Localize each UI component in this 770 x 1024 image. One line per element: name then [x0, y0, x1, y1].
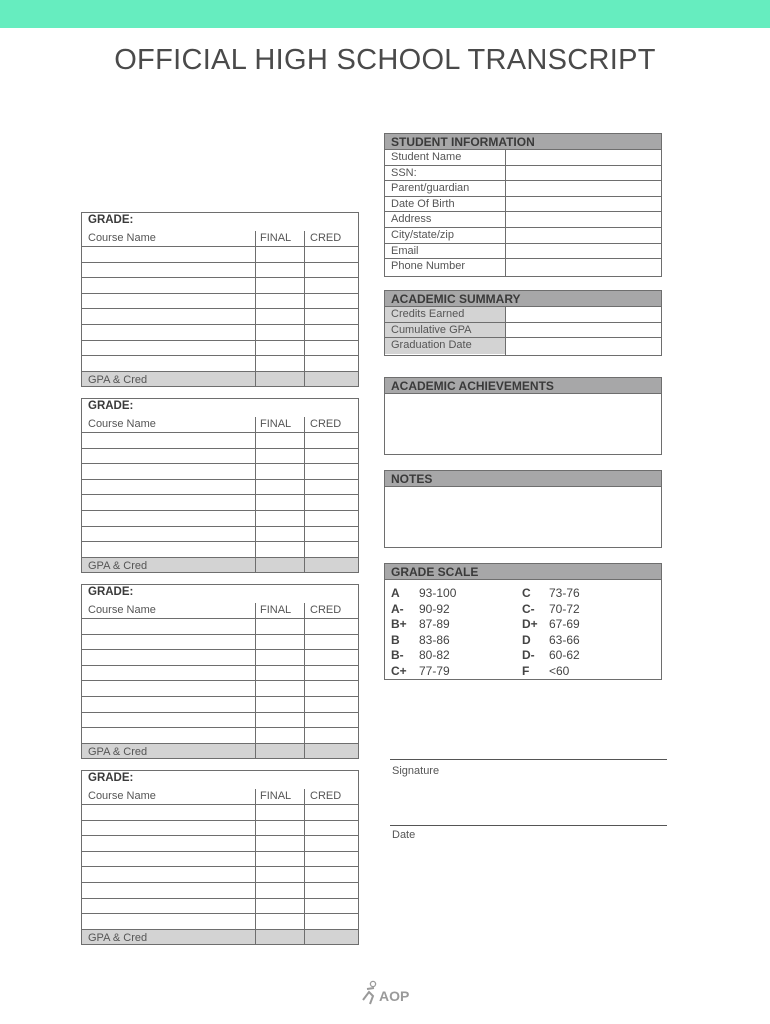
course-row[interactable]	[82, 309, 358, 325]
course-name-header: Course Name	[88, 790, 156, 802]
gpa-cred-label: GPA & Cred	[88, 373, 148, 386]
student-info-row	[385, 150, 661, 166]
final-header: FINAL	[260, 232, 292, 244]
student-info-field[interactable]	[506, 228, 661, 243]
notes-box	[384, 470, 662, 548]
academic-summary-label: Graduation Date	[391, 339, 472, 352]
grade-letter: A-	[391, 601, 404, 616]
grade-range: 70-72	[549, 601, 580, 616]
grade-range: 77-79	[419, 664, 450, 678]
course-row[interactable]	[82, 495, 358, 511]
course-row[interactable]	[82, 821, 358, 837]
cred-header: CRED	[310, 418, 342, 430]
grade-letter: D+	[522, 617, 538, 632]
student-info-label: Address	[391, 213, 432, 226]
course-row[interactable]	[82, 449, 358, 465]
student-info-field[interactable]	[506, 197, 661, 212]
course-row[interactable]	[82, 681, 358, 697]
grade-letter: B-	[391, 648, 404, 663]
notes-header: NOTES	[385, 471, 661, 487]
student-info-field[interactable]	[506, 181, 661, 196]
academic-summary-header: ACADEMIC SUMMARY	[385, 291, 661, 307]
course-row[interactable]	[82, 542, 358, 558]
course-row[interactable]	[82, 527, 358, 543]
grade-block	[81, 212, 359, 387]
course-row[interactable]	[82, 666, 358, 682]
academic-summary-row	[385, 307, 661, 323]
grade-range: 73-76	[549, 586, 580, 600]
student-info-row	[385, 212, 661, 228]
final-header: FINAL	[260, 604, 292, 616]
svg-text:AOP: AOP	[379, 988, 410, 1004]
grade-block	[81, 770, 359, 945]
academic-achievements-box	[384, 377, 662, 455]
student-info-row	[385, 259, 661, 275]
course-row[interactable]	[82, 883, 358, 899]
aop-logo-mark	[358, 978, 418, 1008]
student-information-box	[384, 133, 662, 277]
course-row[interactable]	[82, 263, 358, 279]
course-row[interactable]	[82, 511, 358, 527]
academic-summary-label: Credits Earned	[391, 308, 465, 320]
notes-field[interactable]	[385, 488, 661, 547]
academic-summary-field[interactable]	[506, 307, 661, 322]
course-row[interactable]	[82, 805, 358, 821]
course-row[interactable]	[82, 278, 358, 294]
cred-header: CRED	[310, 790, 342, 802]
grade-range: 60-62	[549, 648, 580, 663]
student-info-label: Email	[391, 244, 419, 257]
grade-range: 90-92	[419, 601, 450, 616]
grade-scale-header: GRADE SCALE	[385, 564, 661, 580]
student-info-label: Parent/guardian	[391, 182, 470, 195]
course-row[interactable]	[82, 341, 358, 357]
course-row[interactable]	[82, 325, 358, 341]
course-row[interactable]	[82, 852, 358, 868]
student-info-field[interactable]	[506, 150, 661, 165]
date-label: Date	[392, 829, 416, 841]
academic-summary-label: Cumulative GPA	[391, 323, 472, 336]
academic-summary-box	[384, 290, 662, 356]
course-row[interactable]	[82, 294, 358, 310]
student-info-row	[385, 228, 661, 244]
student-info-label: City/state/zip	[391, 229, 454, 241]
academic-achievements-header: ACADEMIC ACHIEVEMENTS	[385, 378, 661, 394]
academic-summary-row	[385, 338, 661, 354]
gpa-cred-label: GPA & Cred	[88, 559, 148, 572]
course-row[interactable]	[82, 728, 358, 744]
course-row[interactable]	[82, 619, 358, 635]
grade-range: 67-69	[549, 617, 580, 632]
grade-letter: B	[391, 632, 400, 647]
academic-summary-field[interactable]	[506, 338, 661, 354]
grade-block-title: GRADE:	[88, 586, 134, 598]
top-accent-bar	[0, 0, 770, 28]
grade-scale-box	[384, 563, 662, 680]
course-name-header: Course Name	[88, 418, 156, 430]
student-info-field[interactable]	[506, 259, 661, 275]
course-row[interactable]	[82, 836, 358, 852]
student-info-field[interactable]	[506, 244, 661, 259]
course-row[interactable]	[82, 697, 358, 713]
grade-block	[81, 584, 359, 759]
grade-range: 83-86	[419, 632, 450, 647]
date-line[interactable]	[390, 825, 667, 826]
student-information-header: STUDENT INFORMATION	[385, 134, 661, 150]
course-row[interactable]	[82, 433, 358, 449]
cred-header: CRED	[310, 604, 342, 616]
grade-block-title: GRADE:	[88, 214, 134, 226]
grade-letter: D-	[522, 648, 535, 663]
course-name-header: Course Name	[88, 232, 156, 244]
grade-range: 80-82	[419, 648, 450, 663]
grade-block-title: GRADE:	[88, 400, 134, 412]
course-row[interactable]	[82, 867, 358, 883]
student-info-label: Phone Number	[391, 260, 465, 273]
signature-label: Signature	[392, 765, 440, 777]
grade-range: 63-66	[549, 632, 580, 647]
academic-summary-row	[385, 323, 661, 339]
grade-range: <60	[549, 664, 570, 678]
gpa-cred-label: GPA & Cred	[88, 931, 148, 944]
grade-letter: B+	[391, 617, 407, 632]
academic-summary-field[interactable]	[506, 323, 661, 338]
student-info-row	[385, 166, 661, 182]
course-row[interactable]	[82, 247, 358, 263]
grade-letter: C-	[522, 601, 535, 616]
achievements-field[interactable]	[385, 395, 661, 454]
student-info-label: Student Name	[391, 151, 462, 163]
student-info-row	[385, 244, 661, 260]
cred-header: CRED	[310, 232, 342, 244]
grade-range: 87-89	[419, 617, 450, 632]
student-info-row	[385, 181, 661, 197]
student-info-row	[385, 197, 661, 213]
page-title: OFFICIAL HIGH SCHOOL TRANSCRIPT	[114, 44, 656, 76]
final-header: FINAL	[260, 790, 292, 802]
aop-logo	[358, 978, 418, 1008]
grade-range: 93-100	[419, 586, 457, 600]
course-row[interactable]	[82, 650, 358, 666]
grade-letter: D	[522, 632, 531, 647]
course-row[interactable]	[82, 464, 358, 480]
course-row[interactable]	[82, 899, 358, 915]
final-header: FINAL	[260, 418, 292, 430]
course-row[interactable]	[82, 480, 358, 496]
grade-letter: C	[522, 586, 531, 600]
gpa-cred-label: GPA & Cred	[88, 745, 148, 758]
grade-block-title: GRADE:	[88, 772, 134, 784]
grade-block	[81, 398, 359, 573]
student-info-field[interactable]	[506, 212, 661, 227]
grade-letter: A	[391, 586, 400, 600]
student-info-label: SSN:	[391, 166, 417, 179]
grade-letter: C+	[391, 664, 407, 678]
course-row[interactable]	[82, 914, 358, 930]
student-info-field[interactable]	[506, 166, 661, 181]
grade-letter: F	[522, 664, 530, 678]
course-row[interactable]	[82, 635, 358, 651]
course-row[interactable]	[82, 713, 358, 729]
student-info-label: Date Of Birth	[391, 197, 455, 210]
course-name-header: Course Name	[88, 604, 156, 616]
signature-line[interactable]	[390, 759, 667, 760]
course-row[interactable]	[82, 356, 358, 372]
